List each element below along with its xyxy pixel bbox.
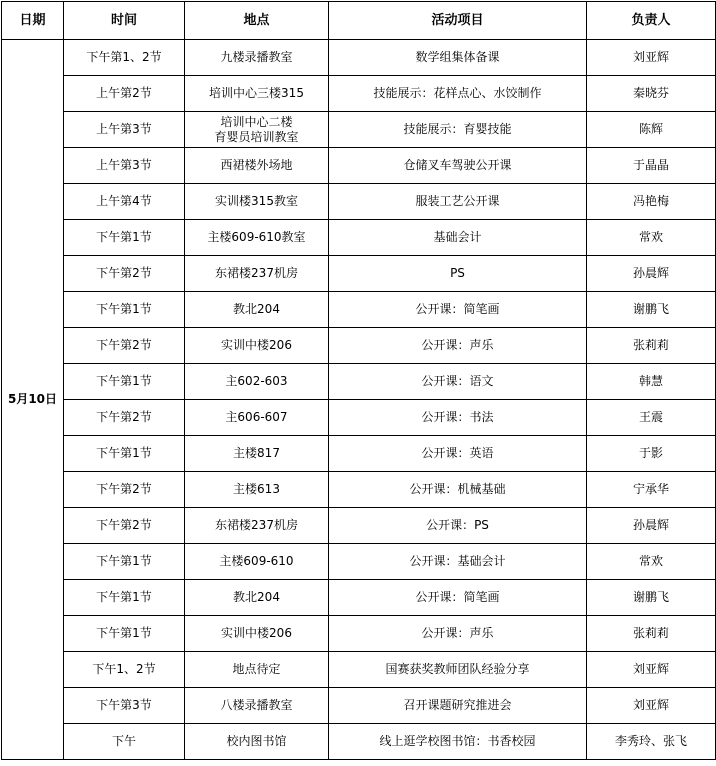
person-cell: 孙晨辉: [587, 508, 716, 544]
place-cell: 东裙楼237机房: [185, 256, 329, 292]
time-cell: 上午第2节: [64, 76, 185, 112]
activity-cell: 公开课：声乐: [329, 616, 587, 652]
table-row: [2, 652, 716, 688]
person-cell: 韩慧: [587, 364, 716, 400]
header-time: 时间: [64, 2, 185, 40]
table-row: [2, 544, 716, 580]
place-cell: 实训楼315教室: [185, 184, 329, 220]
activity-cell: 公开课：基础会计: [329, 544, 587, 580]
person-cell: 王震: [587, 400, 716, 436]
person-cell: 刘亚辉: [587, 40, 716, 76]
activity-cell: 公开课：PS: [329, 508, 587, 544]
person-cell: 常欢: [587, 544, 716, 580]
activity-cell: 基础会计: [329, 220, 587, 256]
table-row: [2, 112, 716, 148]
person-cell: 谢鹏飞: [587, 580, 716, 616]
table-row: [2, 220, 716, 256]
time-cell: 上午第3节: [64, 112, 185, 148]
person-cell: 孙晨辉: [587, 256, 716, 292]
activity-cell: 公开课：英语: [329, 436, 587, 472]
activity-cell: 服装工艺公开课: [329, 184, 587, 220]
person-cell: 刘亚辉: [587, 652, 716, 688]
time-cell: 下午第1节: [64, 580, 185, 616]
table-row: [2, 436, 716, 472]
place-cell: 教北204: [185, 292, 329, 328]
place-cell: 主楼613: [185, 472, 329, 508]
schedule-body: [2, 40, 716, 760]
place-cell: 主602-603: [185, 364, 329, 400]
person-cell: 谢鹏飞: [587, 292, 716, 328]
table-row: [2, 328, 716, 364]
activity-cell: 公开课：简笔画: [329, 292, 587, 328]
time-cell: 下午第1节: [64, 364, 185, 400]
time-cell: 上午第3节: [64, 148, 185, 184]
time-cell: 下午第2节: [64, 256, 185, 292]
schedule-table: [1, 1, 716, 760]
person-cell: 陈辉: [587, 112, 716, 148]
header-date: 日期: [2, 2, 64, 40]
person-cell: 张莉莉: [587, 328, 716, 364]
activity-cell: 技能展示：育婴技能: [329, 112, 587, 148]
place-cell: 主楼817: [185, 436, 329, 472]
place-cell: 主606-607: [185, 400, 329, 436]
table-row: [2, 508, 716, 544]
person-cell: 常欢: [587, 220, 716, 256]
table-row: [2, 76, 716, 112]
activity-cell: 线上逛学校图书馆：书香校园: [329, 724, 587, 760]
activity-cell: 公开课：机械基础: [329, 472, 587, 508]
person-cell: 秦晓芬: [587, 76, 716, 112]
place-cell: 培训中心三楼315: [185, 76, 329, 112]
place-cell: 九楼录播教室: [185, 40, 329, 76]
table-row: [2, 724, 716, 760]
time-cell: 下午第1节: [64, 292, 185, 328]
activity-cell: 公开课：书法: [329, 400, 587, 436]
time-cell: 下午第2节: [64, 472, 185, 508]
table-row: [2, 184, 716, 220]
person-cell: 宁承华: [587, 472, 716, 508]
table-row: [2, 364, 716, 400]
person-cell: 李秀玲、张飞: [587, 724, 716, 760]
time-cell: 下午1、2节: [64, 652, 185, 688]
place-cell: 培训中心二楼 育婴员培训教室: [185, 112, 329, 148]
table-row: [2, 580, 716, 616]
table-row: [2, 40, 716, 76]
time-cell: 下午第2节: [64, 328, 185, 364]
activity-cell: 召开课题研究推进会: [329, 688, 587, 724]
date-cell: 5月10日: [2, 40, 64, 760]
activity-cell: 公开课：简笔画: [329, 580, 587, 616]
table-row: [2, 688, 716, 724]
table-row: [2, 256, 716, 292]
table-row: [2, 472, 716, 508]
place-cell: 八楼录播教室: [185, 688, 329, 724]
time-cell: 下午第1节: [64, 544, 185, 580]
place-cell: 东裙楼237机房: [185, 508, 329, 544]
activity-cell: 国赛获奖教师团队经验分享: [329, 652, 587, 688]
activity-cell: 数学组集体备课: [329, 40, 587, 76]
time-cell: 下午第1节: [64, 616, 185, 652]
time-cell: 下午第3节: [64, 688, 185, 724]
time-cell: 下午第2节: [64, 508, 185, 544]
person-cell: 于晶晶: [587, 148, 716, 184]
table-row: [2, 616, 716, 652]
activity-cell: 技能展示：花样点心、水饺制作: [329, 76, 587, 112]
time-cell: 下午: [64, 724, 185, 760]
header-row: [2, 2, 716, 40]
place-cell: 实训中楼206: [185, 616, 329, 652]
place-cell: 校内图书馆: [185, 724, 329, 760]
time-cell: 下午第1节: [64, 436, 185, 472]
person-cell: 于影: [587, 436, 716, 472]
header-person: 负责人: [587, 2, 716, 40]
place-cell: 主楼609-610: [185, 544, 329, 580]
time-cell: 下午第2节: [64, 400, 185, 436]
table-row: [2, 400, 716, 436]
place-cell: 实训中楼206: [185, 328, 329, 364]
activity-cell: 仓储叉车驾驶公开课: [329, 148, 587, 184]
table-row: [2, 148, 716, 184]
header-place: 地点: [185, 2, 329, 40]
time-cell: 上午第4节: [64, 184, 185, 220]
person-cell: 冯艳梅: [587, 184, 716, 220]
activity-cell: PS: [329, 256, 587, 292]
header-activity: 活动项目: [329, 2, 587, 40]
person-cell: 刘亚辉: [587, 688, 716, 724]
table-row: [2, 292, 716, 328]
time-cell: 下午第1、2节: [64, 40, 185, 76]
person-cell: 张莉莉: [587, 616, 716, 652]
activity-cell: 公开课：声乐: [329, 328, 587, 364]
place-cell: 教北204: [185, 580, 329, 616]
time-cell: 下午第1节: [64, 220, 185, 256]
place-cell: 主楼609-610教室: [185, 220, 329, 256]
place-cell: 地点待定: [185, 652, 329, 688]
place-cell: 西裙楼外场地: [185, 148, 329, 184]
activity-cell: 公开课：语文: [329, 364, 587, 400]
